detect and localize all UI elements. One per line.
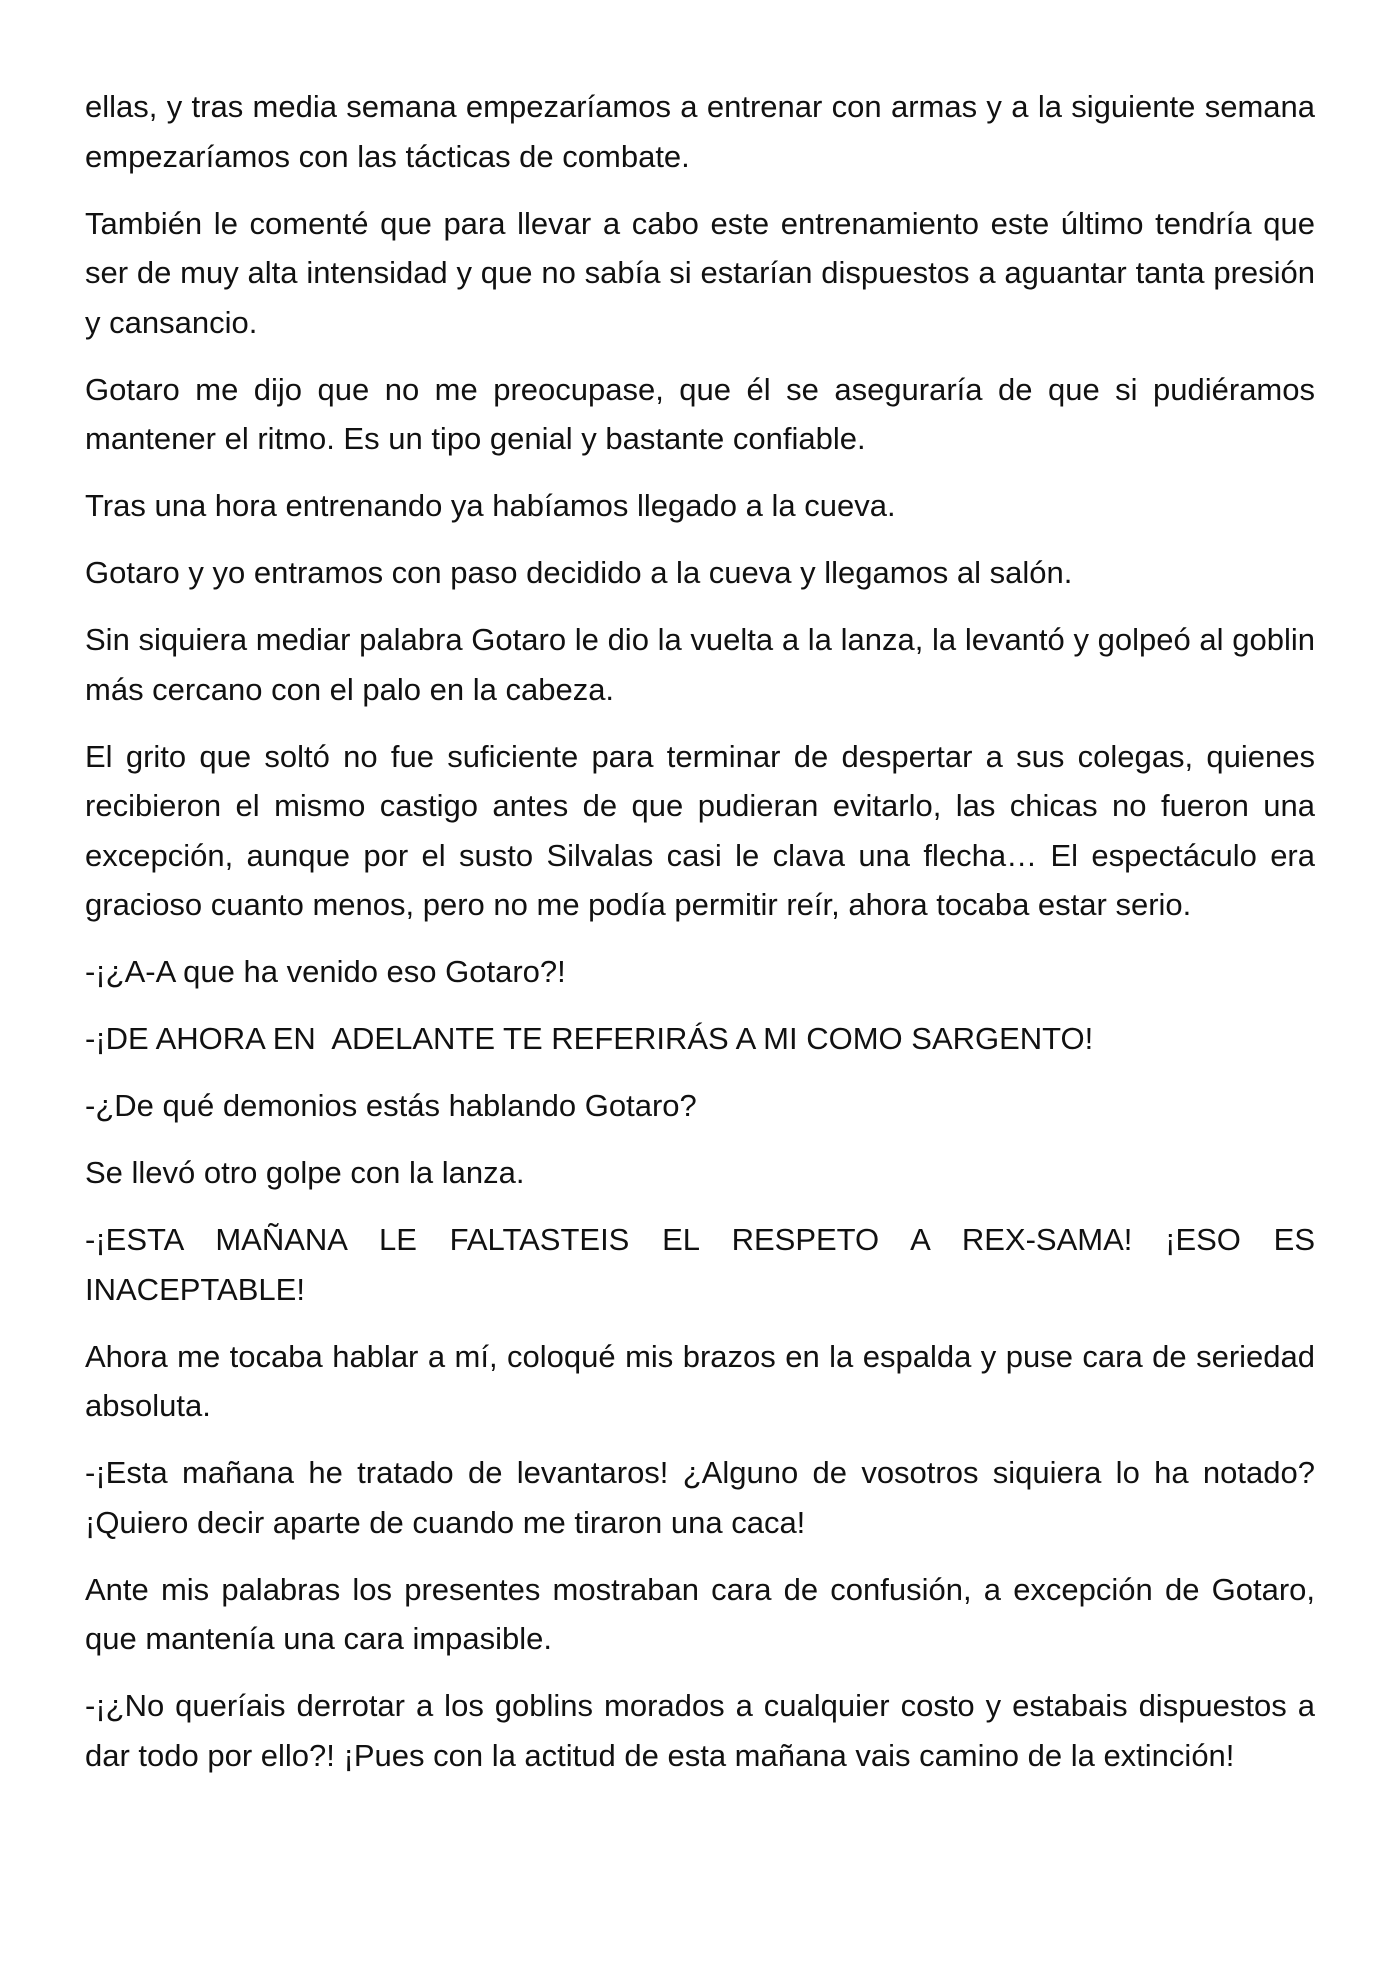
dialogue-line: -¡Esta mañana he tratado de levantaros! ¿Alguno de vosotros siquiera lo ha notado? ¡Quiero decir aparte de cuando me tiraron una caca! xyxy=(85,1455,1315,1540)
paragraph: El grito que soltó no fue suficiente para terminar de despertar a sus colegas, quienes recibieron el mismo castigo antes de que pudieran evitarlo, las chicas no fueron una excepción, aunque por el susto Silvalas casi le clava una flecha… El espectáculo era gracioso cuanto menos, pero no me podía permitir reír, ahora tocaba estar serio. xyxy=(85,738,1315,922)
dialogue-line: -¿De qué demonios estás hablando Gotaro? xyxy=(85,1088,697,1123)
paragraph: Tras una hora entrenando ya habíamos llegado a la cueva. xyxy=(85,488,896,523)
paragraph: Ahora me tocaba hablar a mí, coloqué mis brazos en la espalda y puse cara de seriedad absoluta. xyxy=(85,1338,1315,1423)
paragraph: Se llevó otro golpe con la lanza. xyxy=(85,1155,525,1190)
document-page xyxy=(85,82,1315,1798)
paragraph: ellas, y tras media semana empezaríamos a entrenar con armas y a la siguiente semana empezaríamos con las tácticas de combate. xyxy=(85,89,1315,174)
dialogue-line: -¡¿A-A que ha venido eso Gotaro?! xyxy=(85,954,566,989)
dialogue-line: -¡DE AHORA EN ADELANTE TE REFERIRÁS A MI COMO SARGENTO! xyxy=(85,1021,1094,1056)
paragraph: Sin siquiera mediar palabra Gotaro le dio la vuelta a la lanza, la levantó y golpeó al goblin más cercano con el palo en la cabeza. xyxy=(85,622,1315,707)
paragraph: Gotaro y yo entramos con paso decidido a la cueva y llegamos al salón. xyxy=(85,555,1073,590)
dialogue-line: -¡¿No queríais derrotar a los goblins morados a cualquier costo y estabais dispuestos a dar todo por ello?! ¡Pues con la actitud de esta mañana vais camino de la extinción! xyxy=(85,1688,1315,1773)
paragraph: También le comenté que para llevar a cabo este entrenamiento este último tendría que ser de muy alta intensidad y que no sabía si estarían dispuestos a aguantar tanta presión y cansancio. xyxy=(85,205,1315,340)
paragraph: Gotaro me dijo que no me preocupase, que él se aseguraría de que si pudiéramos mantener el ritmo. Es un tipo genial y bastante confiable. xyxy=(85,371,1315,456)
paragraph: Ante mis palabras los presentes mostraban cara de confusión, a excepción de Gotaro, que mantenía una cara impasible. xyxy=(85,1571,1315,1656)
dialogue-line: -¡ESTA MAÑANA LE FALTASTEIS EL RESPETO A REX-SAMA! ¡ESO ES INACEPTABLE! xyxy=(85,1222,1315,1307)
